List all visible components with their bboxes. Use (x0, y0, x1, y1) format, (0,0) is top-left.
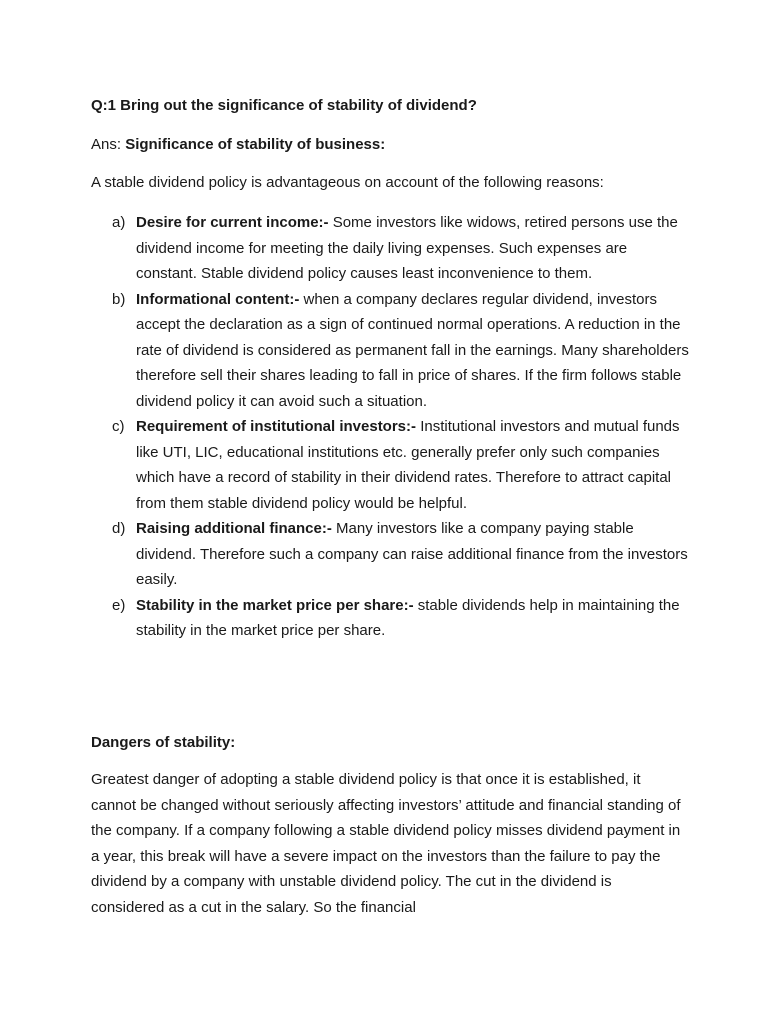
list-marker: e) (112, 596, 126, 614)
answer-prefix: Ans: (91, 136, 126, 153)
question-heading: Q:1 Bring out the significance of stability of dividend? (91, 97, 477, 114)
dangers-paragraph: Greatest danger of adopting a stable dividend policy is that once it is established, it cannot be changed without seriously affecting investors’ attitude and financial standing of the company. If a company following a stable dividend policy misses dividend payment in a year, this break will have a severe impact on the investors than the failure to pay the dividend by a company with unstable dividend policy. The cut in the dividend is considered as a cut in the salary. So the financial (91, 771, 681, 916)
reason-term: Raising additional finance:- (136, 520, 332, 537)
reason-term: Informational content:- (136, 290, 300, 308)
reason-term: Requirement of institutional investors:- (136, 418, 417, 435)
reason-term: Desire for current income:- (136, 214, 329, 231)
reason-item-c (91, 414, 691, 516)
reason-text: Some investors like widows, retired persons use the dividend income for meeting the daily living expenses. Such expenses are constant. Stable dividend policy causes least inconvenience to them. (136, 214, 678, 282)
reason-item-d (91, 516, 691, 593)
reason-term: Stability in the market price per share:- (136, 596, 414, 614)
list-marker: b) (112, 290, 126, 308)
answer-heading: Significance of stability of business: (125, 136, 386, 153)
reason-text: Many investors like a company paying stable dividend. Therefore such a company can raise additional finance from the investors easily. (136, 520, 688, 588)
dangers-heading: Dangers of stability: (91, 734, 236, 751)
answer-line (91, 135, 385, 155)
reason-item-e (91, 593, 691, 644)
reasons-list (91, 210, 691, 644)
reason-text: Institutional investors and mutual funds like UTI, LIC, educational institutions etc. generally prefer only such companies which have a record of stability in their dividend rates. Therefore to attract capital from them stable dividend policy would be helpful. (136, 418, 680, 512)
list-marker: a) (112, 214, 126, 231)
reason-text: when a company declares regular dividend, investors accept the declaration as a sign of continued normal operations. A reduction in the rate of dividend is considered as permanent fall in the earnings. Many shareholders therefore sell their shares leading to fall in price of shares. If the firm follows stable dividend policy it can avoid such a situation. (136, 290, 689, 410)
intro-paragraph: A stable dividend policy is advantageous on account of the following reasons: (91, 174, 604, 191)
list-marker: d) (112, 520, 126, 537)
reason-item-a (91, 210, 691, 287)
reason-item-b (91, 287, 691, 415)
reason-text: stable dividends help in maintaining the stability in the market price per share. (136, 596, 680, 639)
list-marker: c) (112, 418, 125, 435)
